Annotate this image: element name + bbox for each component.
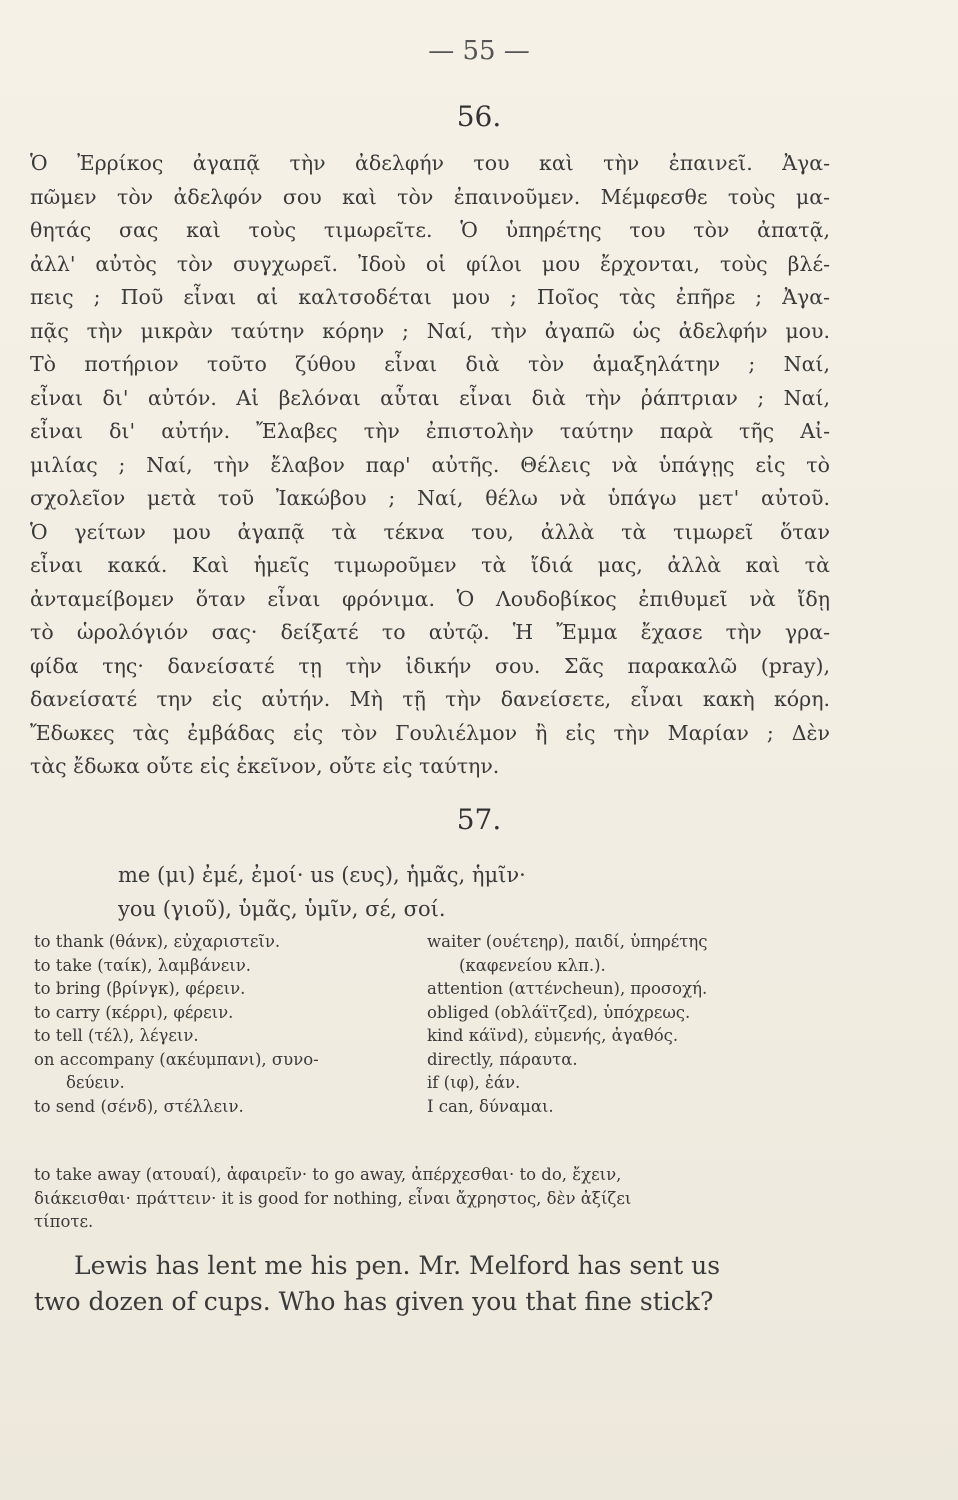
paragraph-line: ἀνταμείβομεν ὅταν εἶναι φρόνιμα. Ὁ Λουδοβίκος ἐπιθυμεῖ νὰ ἴδῃ <box>30 586 830 611</box>
english-exercise <box>34 1248 834 1320</box>
paragraph-line: μιλίας ; Ναί, τὴν ἔλαβον παρ' αὐτῆς. Θέλεις νὰ ὑπάγῃς εἰς τὸ <box>30 452 830 477</box>
paragraph-line: τὰς ἔδωκα οὔτε εἰς ἐκεῖνον, οὔτε εἰς ταύτην. <box>30 754 500 778</box>
paragraph-line: Ὁ Ἐρρίκος ἀγαπᾷ τὴν ἀδελφήν του καὶ τὴν ἐπαινεῖ. Ἀγα- <box>30 151 830 175</box>
paragraph-line: ἀλλ' αὐτὸς τὸν συγχωρεῖ. Ἰδοὺ οἱ φίλοι μου ἔρχονται, τοὺς βλέ- <box>30 251 830 276</box>
paragraph-line: εἶναι δι' αὐτόν. Αἱ βελόναι αὗται εἶναι διὰ τὴν ῥάπτριαν ; Ναί, <box>30 385 830 410</box>
vocab-entry: to carry (κέρρι), φέρειν. <box>34 1002 234 1022</box>
vocab-entry: if (ιφ), ἐάν. <box>427 1073 521 1092</box>
paragraph-line: εἶναι δι' αὐτήν. Ἔλαβες τὴν ἐπιστολὴν ταύτην παρὰ τῆς Αἰ- <box>30 419 830 443</box>
vocab-entry: to thank (θάνκ), εὐχαριστεῖν. <box>34 932 281 951</box>
vocabulary-left-column <box>34 930 434 1118</box>
vocabulary-right-column <box>427 930 827 1118</box>
phrase-line: διάκεισθαι· πράττειν· it is good for nothing, εἶναι ἄχρηστος, δὲν ἀξίζει <box>34 1188 632 1208</box>
phrase-line: τίποτε. <box>34 1212 94 1231</box>
phrase-block <box>34 1163 830 1234</box>
vocab-entry: to tell (τέλ), λέγειν. <box>34 1026 199 1045</box>
section-56-paragraph <box>30 147 830 784</box>
vocab-entry: I can, δύναμαι. <box>427 1096 554 1116</box>
paragraph-line: θητάς σας καὶ τοὺς τιμωρεῖτε. Ὁ ὑπηρέτης του τὸν ἀπατᾷ, <box>30 218 830 242</box>
paragraph-line: Τὸ ποτήριον τοῦτο ζύθου εἶναι διὰ τὸν ἁμαξηλάτην ; Ναί, <box>30 352 830 376</box>
vocab-entry: directly, πάραυτα. <box>427 1049 578 1069</box>
paragraph-line: πῶμεν τὸν ἀδελφόν σου καὶ τὸν ἐπαινοῦμεν. Μέμφεσθε τοὺς μα- <box>30 184 830 209</box>
section-57-number: 57. <box>456 803 502 836</box>
vocab-entry: kind κάϊνd), εὐμενής, ἀγαθός. <box>427 1026 679 1045</box>
vocab-entry: δεύειν. <box>66 1073 125 1092</box>
vocab-entry: to send (σένδ), στέλλειν. <box>34 1096 244 1116</box>
vocab-entry: obliged (οbλάϊτζεd), ὑπόχρεως. <box>427 1002 691 1022</box>
paragraph-line: δανείσατέ την εἰς αὐτήν. Μὴ τῇ τὴν δανείσετε, εἶναι κακὴ κόρη. <box>30 687 830 711</box>
vocab-entry: to bring (βρίνγκ), φέρειν. <box>34 979 246 998</box>
pronoun-block <box>118 858 838 926</box>
pronoun-line: you (γιοῦ), ὑμᾶς, ὑμῖν, σέ, σοί. <box>118 897 446 921</box>
paragraph-line: σχολεῖον μετὰ τοῦ Ἰακώβου ; Ναί, θέλω νὰ ὑπάγω μετ' αὐτοῦ. <box>30 486 830 510</box>
vocab-entry: to take (ταίκ), λαμβάνειν. <box>34 955 252 975</box>
vocab-entry: on accompany (ακέυμπανι), συνο- <box>34 1049 319 1069</box>
pronoun-line: me (μι) ἐμέ, ἐμοί· us (ευς), ἡμᾶς, ἡμῖν· <box>118 863 526 887</box>
vocab-entry: waiter (ουέτεηρ), παιδί, ὑπηρέτης <box>427 932 708 951</box>
vocab-entry: attention (αττένcheun), προσοχή. <box>427 979 708 998</box>
english-line: Lewis has lent me his pen. Mr. Melford has sent us <box>74 1251 721 1280</box>
phrase-line: to take away (ατουαί), ἀφαιρεῖν· to go away, ἀπέρχεσθαι· to do, ἔχειν, <box>34 1165 622 1184</box>
section-56-number: 56. <box>456 100 502 133</box>
paragraph-line: φίδα της· δανείσατέ τῃ τὴν ἰδικήν σου. Σᾶς παρακαλῶ (pray), <box>30 653 830 678</box>
paragraph-line: Ἔδωκες τὰς ἐμβάδας εἰς τὸν Γουλιέλμον ἢ εἰς τὴν Μαρίαν ; Δὲν <box>30 720 830 745</box>
paragraph-line: τὸ ὡρολόγιόν σας· δείξατέ το αὐτῷ. Ἡ Ἔμμα ἔχασε τὴν γρα- <box>30 620 830 644</box>
paragraph-line: εἶναι κακά. Καὶ ἡμεῖς τιμωροῦμεν τὰ ἴδιά μας, ἀλλὰ καὶ τὰ <box>30 553 830 577</box>
english-line: two dozen of cups. Who has given you that fine stick? <box>34 1287 714 1316</box>
page-number: — 55 — <box>428 36 530 66</box>
paragraph-line: Ὁ γείτων μου ἀγαπᾷ τὰ τέκνα του, ἀλλὰ τὰ τιμωρεῖ ὅταν <box>30 519 830 544</box>
paragraph-line: πεις ; Ποῦ εἶναι αἱ καλτσοδέται μου ; Ποῖος τὰς ἐπῆρε ; Ἀγα- <box>30 285 830 309</box>
paragraph-line: πᾷς τὴν μικρὰν ταύτην κόρην ; Ναί, τὴν ἀγαπῶ ὡς ἀδελφήν μου. <box>30 318 830 343</box>
vocab-entry: (καφενείου κλπ.). <box>459 955 606 975</box>
